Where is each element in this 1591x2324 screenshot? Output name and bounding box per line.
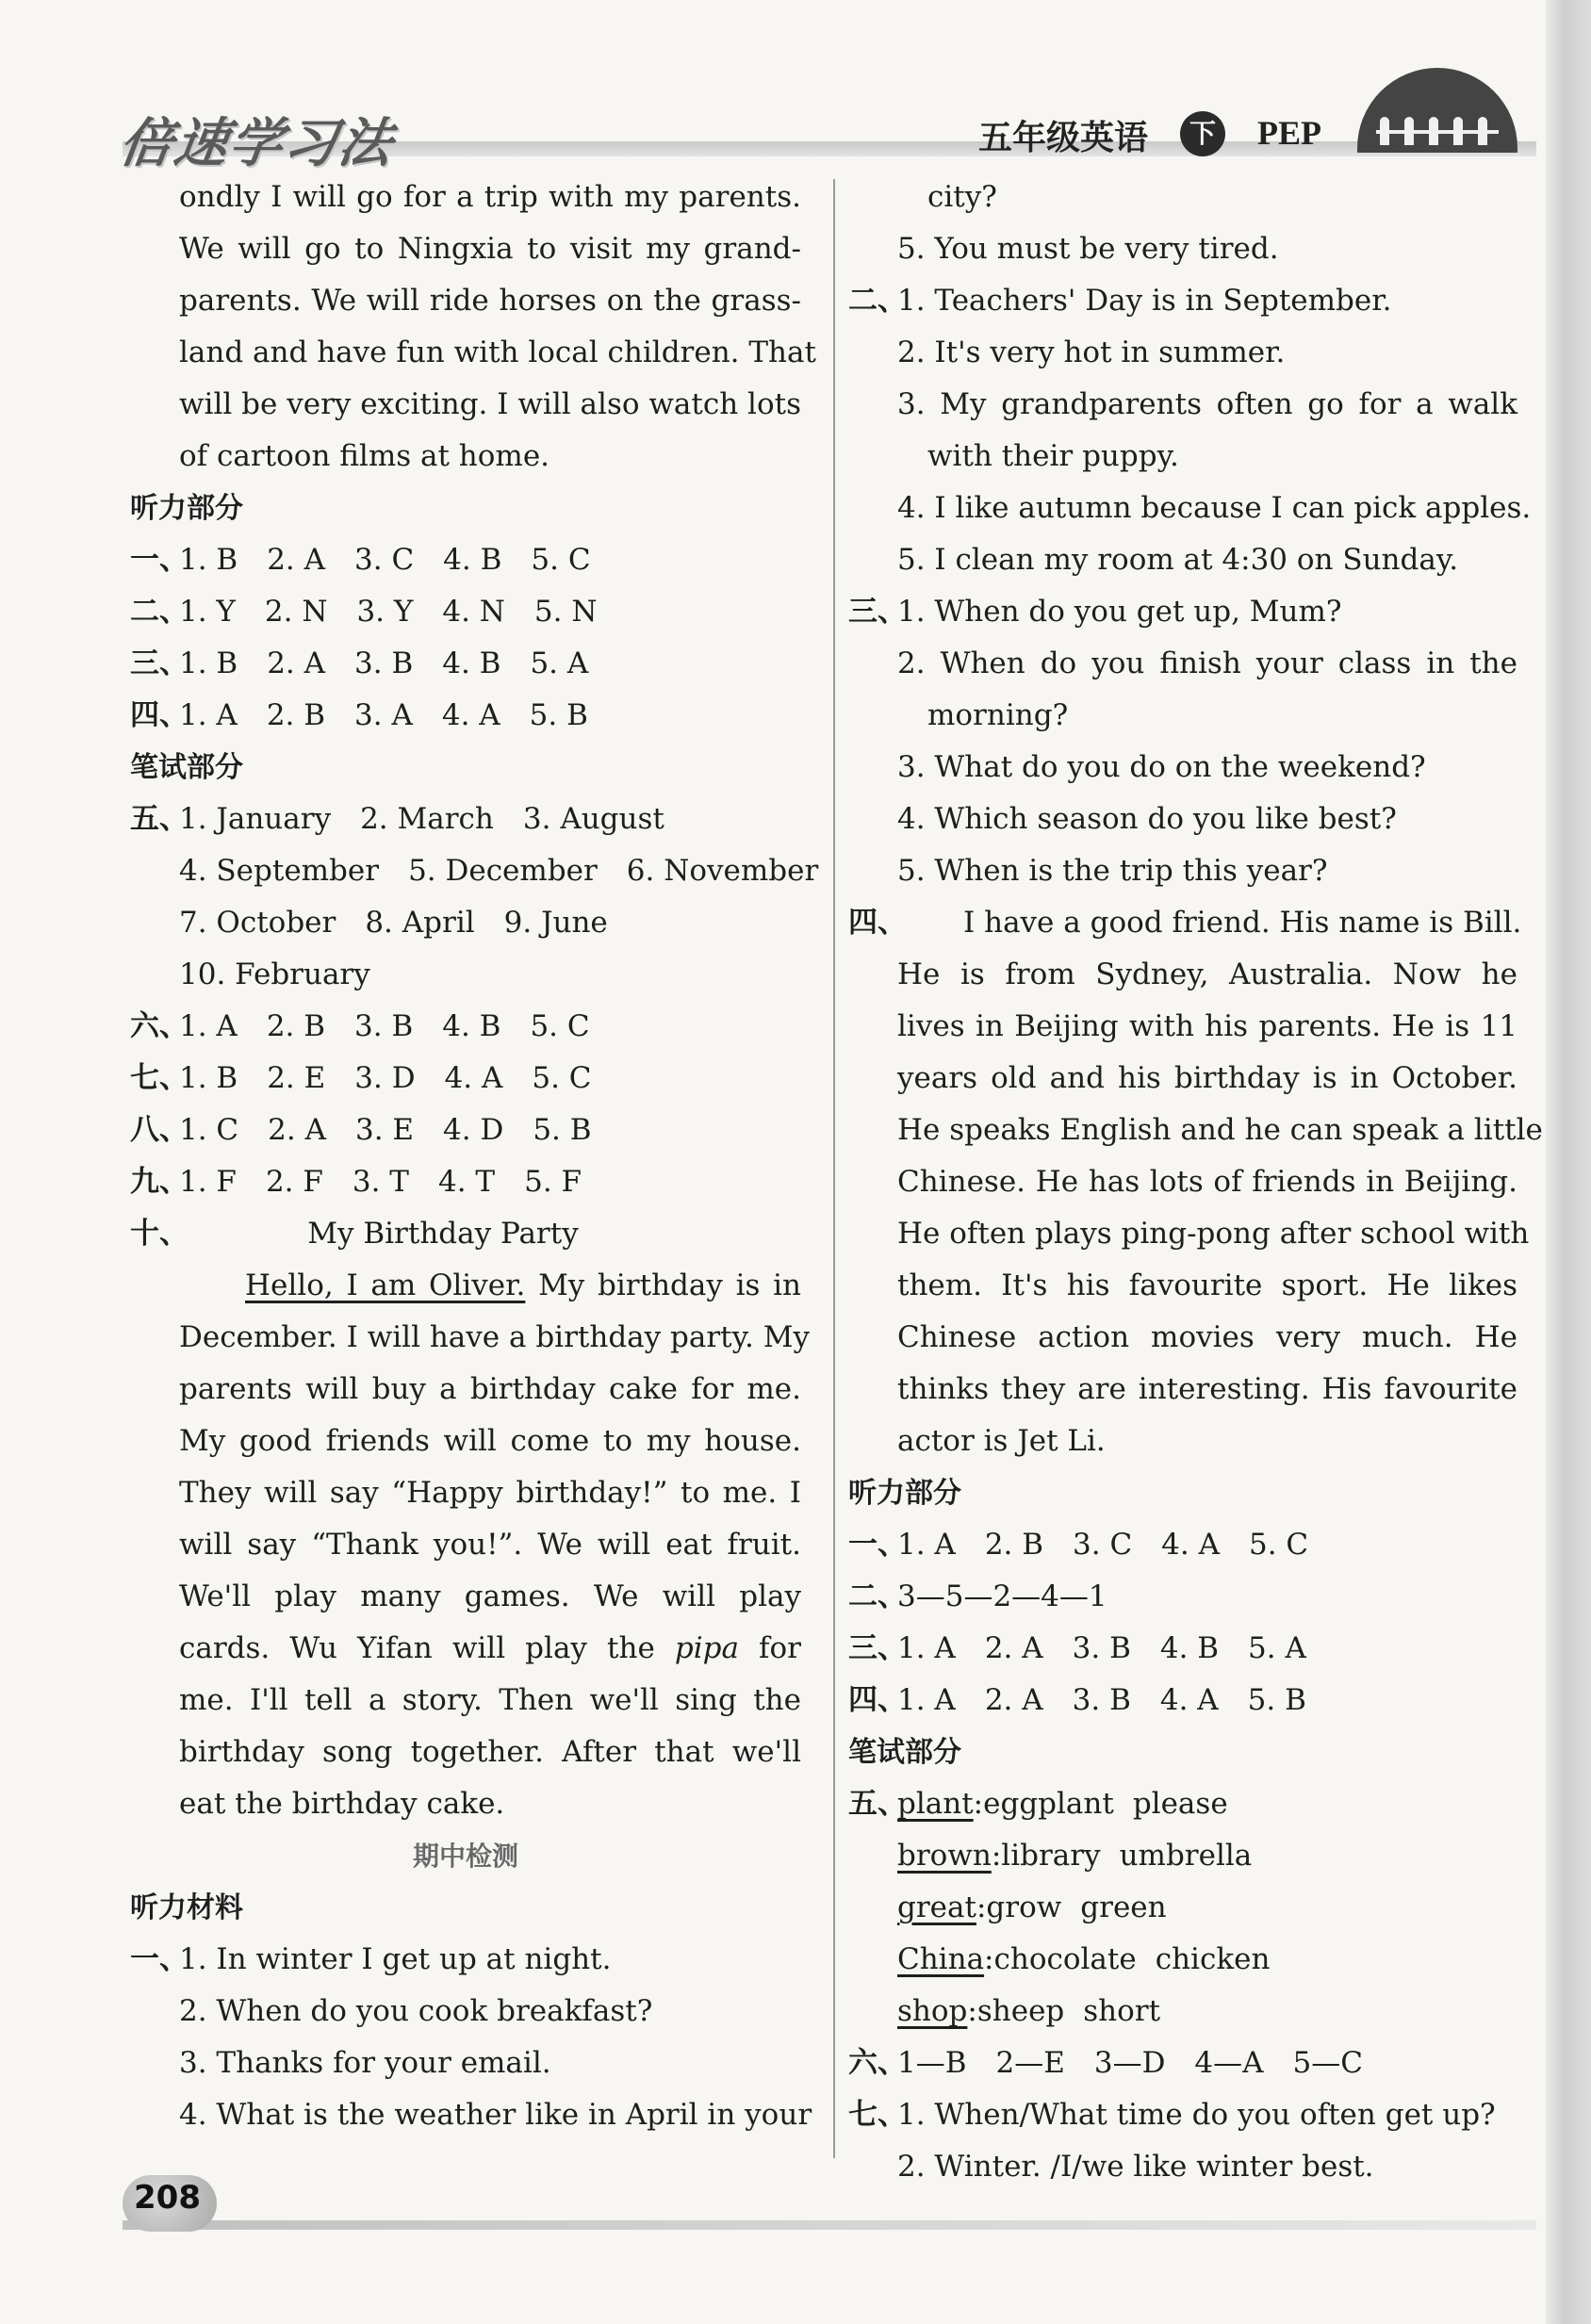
question-mark: 三、 — [130, 646, 189, 680]
question-mark: 二、 — [848, 284, 907, 318]
answer-row — [848, 586, 1517, 638]
text-line: We'll play many games. We will play — [179, 1579, 801, 1613]
answer-text: 4. What is the weather like in April in your — [179, 2098, 812, 2132]
answer-text: 4. I like autumn because I can pick apples. — [897, 491, 1532, 525]
question-mark: 三、 — [848, 1631, 907, 1665]
answer-text: 1. A 2. B 3. B 4. B 5. C — [179, 1009, 590, 1043]
answer-text: 5. When is the trip this year? — [897, 854, 1328, 888]
section-heading: 听力材料 — [130, 1891, 243, 1924]
text-line: 5. You must be very tired. — [897, 232, 1279, 266]
text-line: He speaks English and he can speak a little — [897, 1113, 1543, 1147]
answer-row — [848, 1519, 1517, 1571]
answer-text: 1. A 2. A 3. B 4. B 5. A — [897, 1631, 1306, 1665]
answer-row — [130, 1156, 801, 1208]
text-line: years old and his birthday is in October. — [897, 1061, 1517, 1095]
answer-row — [130, 1105, 801, 1156]
phonics-word: plant — [897, 1787, 974, 1821]
answer-row — [130, 534, 801, 586]
answer-row — [848, 2089, 1517, 2141]
answer-row — [848, 1571, 1517, 1623]
section-heading: 听力部分 — [130, 492, 243, 525]
phonics-row: brown:library umbrella — [897, 1839, 1253, 1873]
answer-text: 2. When do you cook breakfast? — [179, 1994, 653, 2028]
phonics-odd: green — [1080, 1890, 1167, 1924]
question-mark: 十、 — [130, 1217, 189, 1251]
phonics-row: 五、plant:eggplant please — [848, 1778, 1517, 1830]
section-heading: 笔试部分 — [130, 751, 243, 784]
book-volume-badge: 下 — [1180, 111, 1225, 156]
text-line: parents will buy a birthday cake for me. — [179, 1372, 801, 1406]
text-fragment: for — [738, 1631, 802, 1665]
text-fragment: cards. Wu Yifan will play the — [179, 1631, 675, 1665]
text-line — [130, 1260, 801, 1312]
question-mark: 六、 — [130, 1009, 189, 1043]
question-mark: 五、 — [130, 802, 189, 836]
page-number: 208 — [134, 2179, 201, 2217]
answer-text: 1. In winter I get up at night. — [179, 1942, 612, 1976]
answer-text: 5. I clean my room at 4:30 on Sunday. — [897, 543, 1459, 577]
text-fragment: My birthday is in — [525, 1268, 802, 1302]
phonics-odd: umbrella — [1119, 1839, 1253, 1873]
question-mark: 二、 — [130, 595, 189, 629]
phonics-pair: library — [1001, 1839, 1101, 1873]
question-mark: 四、 — [130, 698, 189, 732]
answer-text: 3—5—2—4—1 — [897, 1579, 1107, 1613]
phonics-pair: chocolate — [993, 1942, 1137, 1976]
answer-row — [130, 1208, 801, 1260]
answer-row — [130, 794, 801, 845]
text-line: lives in Beijing with his parents. He is 11 — [897, 1009, 1517, 1043]
question-mark: 七、 — [848, 2098, 907, 2132]
question-mark: 七、 — [130, 1061, 189, 1095]
text-line: ondly I will go for a trip with my parents. — [179, 180, 801, 214]
text-line: Chinese action movies very much. He — [897, 1320, 1517, 1354]
phonics-odd: please — [1132, 1787, 1228, 1821]
question-mark: 六、 — [848, 2046, 907, 2080]
answer-row — [130, 586, 801, 638]
answer-text: I have a good friend. His name is Bill. — [963, 906, 1522, 940]
answer-row — [848, 275, 1517, 327]
text-line: of cartoon films at home. — [179, 439, 550, 473]
phonics-pair: grow — [986, 1890, 1062, 1924]
text-line: them. It's his favourite sport. He likes — [897, 1268, 1517, 1302]
book-edition: PEP — [1257, 114, 1321, 152]
question-mark: 九、 — [130, 1165, 189, 1199]
fence-decoration-icon — [1376, 130, 1499, 147]
page-header — [0, 0, 1591, 179]
answer-text: 1. A 2. A 3. B 4. A 5. B — [897, 1683, 1306, 1717]
text-line: He is from Sydney, Australia. Now he — [897, 957, 1517, 991]
question-mark: 八、 — [130, 1113, 189, 1147]
text-line: me. I'll tell a story. Then we'll sing the — [179, 1683, 801, 1717]
answer-row — [130, 1053, 801, 1105]
text-line: will be very exciting. I will also watch lots — [179, 387, 801, 421]
question-mark: 五、 — [848, 1787, 907, 1821]
text-line: December. I will have a birthday party. My — [179, 1320, 810, 1354]
essay-title: My Birthday Party — [307, 1217, 579, 1251]
text-line: Chinese. He has lots of friends in Beijing. — [897, 1165, 1517, 1199]
answer-row — [848, 2038, 1517, 2089]
column-divider — [833, 179, 835, 2158]
section-heading: 笔试部分 — [848, 1736, 961, 1769]
answer-row — [130, 638, 801, 690]
answer-text: 1. Y 2. N 3. Y 4. N 5. N — [179, 595, 598, 629]
phonics-pair: sheep — [976, 1994, 1065, 2028]
question-mark: 一、 — [848, 1528, 907, 1562]
phonics-word: brown — [897, 1839, 992, 1873]
phonics-odd: short — [1083, 1994, 1161, 2028]
phonics-row: China:chocolate chicken — [897, 1942, 1271, 1976]
answer-text: 1. Teachers' Day is in September. — [897, 284, 1392, 318]
answer-text: 10. February — [179, 957, 370, 991]
text-line: eat the birthday cake. — [179, 1787, 505, 1821]
question-mark: 三、 — [848, 595, 907, 629]
answer-row — [130, 1934, 801, 1986]
answer-text: 4. Which season do you like best? — [897, 802, 1397, 836]
answer-text: 3. Thanks for your email. — [179, 2046, 551, 2080]
answer-row — [848, 897, 1522, 949]
text-line: My good friends will come to my house. — [179, 1424, 801, 1458]
phonics-row: great:grow green — [897, 1890, 1167, 1924]
underlined-phrase: Hello, I am Oliver. — [245, 1268, 526, 1302]
answer-text: 4. September 5. December 6. November — [179, 854, 819, 888]
phonics-pair: eggplant — [983, 1787, 1114, 1821]
text-line: will say “Thank you!”. We will eat fruit. — [179, 1528, 801, 1562]
answer-text: 1. A 2. B 3. A 4. A 5. B — [179, 698, 588, 732]
question-mark: 一、 — [130, 543, 189, 577]
answer-text: 1. B 2. A 3. B 4. B 5. A — [179, 646, 589, 680]
text-line: thinks they are interesting. His favourite — [897, 1372, 1517, 1406]
book-title: 五年级英语 — [978, 119, 1149, 157]
answer-row — [130, 1001, 801, 1053]
question-mark: 四、 — [848, 1683, 907, 1717]
right-column — [848, 172, 1543, 2193]
question-mark: 四、 — [848, 906, 907, 940]
question-mark: 二、 — [848, 1579, 907, 1613]
answer-row — [130, 690, 801, 742]
answer-text: 1—B 2—E 3—D 4—A 5—C — [897, 2046, 1363, 2080]
answer-text: 1. A 2. B 3. C 4. A 5. C — [897, 1528, 1309, 1562]
text-line: They will say “Happy birthday!” to me. I — [179, 1476, 801, 1510]
text-line: actor is Jet Li. — [897, 1424, 1106, 1458]
answer-text: 1. C 2. A 3. E 4. D 5. B — [179, 1113, 592, 1147]
footer-band — [123, 2220, 1536, 2230]
answer-text: 2. Winter. /I/we like winter best. — [897, 2150, 1374, 2184]
answer-text: 1. B 2. A 3. C 4. B 5. C — [179, 543, 591, 577]
answer-text: 1. B 2. E 3. D 4. A 5. C — [179, 1061, 592, 1095]
answer-text: 1. F 2. F 3. T 4. T 5. F — [179, 1165, 582, 1199]
phonics-row: shop:sheep short — [897, 1994, 1161, 2028]
answer-row — [848, 1623, 1517, 1675]
answer-text: 3. What do you do on the weekend? — [897, 750, 1426, 784]
page-edge — [1546, 0, 1591, 2324]
question-mark: 一、 — [130, 1942, 189, 1976]
answer-text: 2. It's very hot in summer. — [897, 336, 1286, 369]
phonics-word: China — [897, 1942, 985, 1976]
answer-text: 3. My grandparents often go for a walk — [897, 387, 1517, 421]
left-column — [130, 172, 819, 2141]
phonics-word: great — [897, 1890, 976, 1924]
answer-row — [848, 1675, 1517, 1727]
italic-word: pipa — [674, 1631, 739, 1665]
answer-text: 1. When do you get up, Mum? — [897, 595, 1342, 629]
text-line: We will go to Ningxia to visit my grand- — [179, 232, 801, 266]
text-line — [130, 1623, 801, 1675]
phonics-word: shop — [897, 1994, 968, 2028]
answer-text: with their puppy. — [927, 439, 1179, 473]
text-line: land and have fun with local children. That — [179, 336, 816, 369]
brand-logo: 倍速学习法 — [115, 113, 398, 174]
text-line: city? — [927, 180, 997, 214]
midterm-title: 期中检测 — [412, 1841, 518, 1872]
text-line: parents. We will ride horses on the grass- — [179, 284, 801, 318]
text-line: birthday song together. After that we'll — [179, 1735, 801, 1769]
answer-text: 1. January 2. March 3. August — [179, 802, 664, 836]
answer-text: morning? — [927, 698, 1069, 732]
text-line: He often plays ping-pong after school with — [897, 1217, 1530, 1251]
answer-text: 7. October 8. April 9. June — [179, 906, 608, 940]
section-heading: 听力部分 — [848, 1477, 961, 1510]
answer-text: 1. When/What time do you often get up? — [897, 2098, 1496, 2132]
answer-text: 2. When do you finish your class in the — [897, 646, 1517, 680]
phonics-odd: chicken — [1155, 1942, 1271, 1976]
